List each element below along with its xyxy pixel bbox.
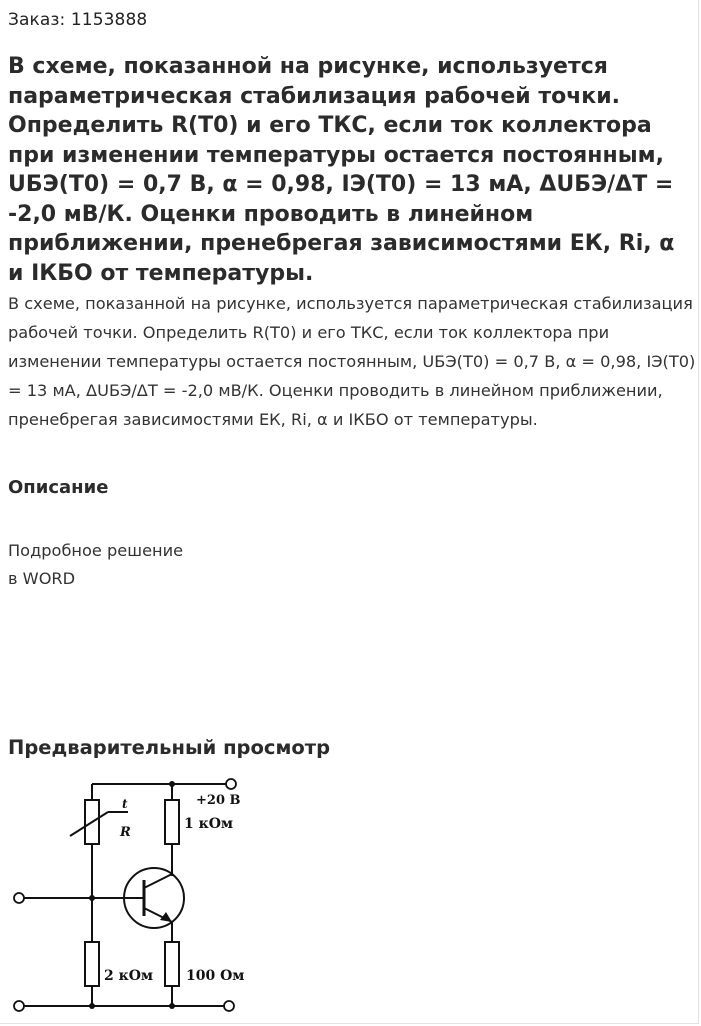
thermistor-r-label: R — [120, 825, 131, 840]
input-terminal — [14, 893, 24, 903]
supply-terminal — [226, 779, 236, 789]
emitter-resistor-body — [165, 942, 179, 986]
emitter-resistor-label: 100 Ом — [186, 968, 245, 984]
circuit-diagram — [0, 770, 260, 1026]
description-text — [8, 537, 183, 593]
description-line-1: Подробное решение — [8, 541, 184, 560]
task-body: В схеме, показанной на рисунке, используется параметрическая стабилизация рабочей точки. Определить R(T0) и его ТКС, если ток коллектора при изменении температуры остается постоянным, UБЭ(T0) = 0,7 В, α = 0,98, IЭ(T0) = 13 мА, ΔUБЭ/ΔT = -2,0 мВ/К. Оценки проводить в линейном приближении, пренебрегая зависимостями ЕК, Ri, α и IКБО от температуры. — [8, 294, 696, 429]
thermistor-t-label: t — [122, 797, 128, 811]
ground-terminal-right — [224, 1001, 234, 1011]
transistor-collector-lead — [144, 874, 172, 888]
description-heading: Описание — [8, 477, 109, 498]
order-number: Заказ: 1153888 — [8, 10, 148, 30]
base-resistor-body — [85, 942, 99, 986]
preview-heading: Предварительный просмотр — [8, 736, 331, 759]
supply-label: +20 В — [196, 793, 241, 808]
collector-resistor-body — [165, 800, 179, 844]
thermistor-slash — [70, 812, 108, 836]
base-resistor-label: 2 кОм — [104, 968, 154, 984]
junction-dot — [89, 1003, 95, 1009]
junction-dot — [89, 895, 95, 901]
junction-dot — [169, 1003, 175, 1009]
task-title: В схеме, показанной на рисунке, используется параметрическая стабилизация рабочей точки. Определить R(T0) и его ТКС, если ток коллектора при изменении температуры остается постоянным, UБЭ(T0) = 0,7 В, α = 0,98, IЭ(T0) = 13 мА, ΔUБЭ/ΔT = -2,0 мВ/К. Оценки проводить в линейном приближении, пренебрегая зависимостями ЕК, Ri, α и IКБО от температуры. — [8, 54, 675, 286]
junction-dot — [169, 781, 175, 787]
description-line-2: в WORD — [8, 569, 76, 588]
collector-resistor-label: 1 кОм — [184, 816, 234, 832]
ground-terminal-left — [14, 1001, 24, 1011]
